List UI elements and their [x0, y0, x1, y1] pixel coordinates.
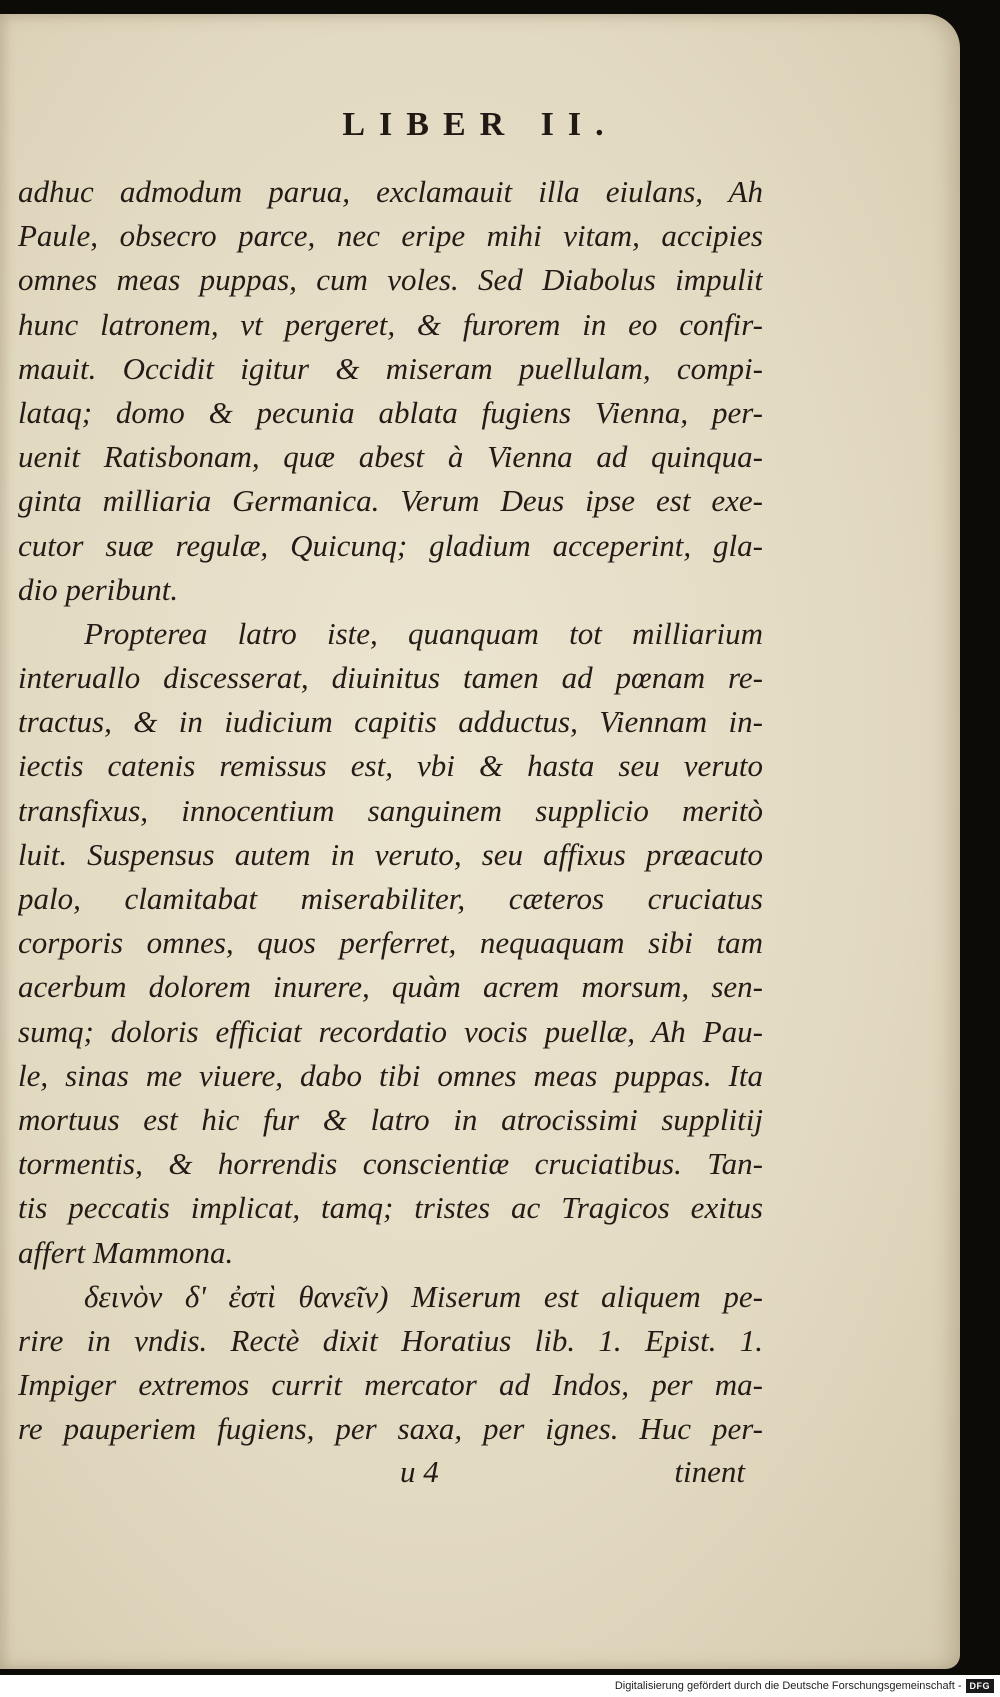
- text-line: ginta milliaria Germanica. Verum Deus ipse est exe-: [18, 483, 763, 519]
- text-line: Impiger extremos currit mercator ad Indos, per ma-: [18, 1367, 763, 1403]
- text-line: corporis omnes, quos perferret, nequaquam sibi tam: [18, 925, 763, 961]
- page-footer: [18, 1454, 763, 1498]
- text-line: tis peccatis implicat, tamq; tristes ac Tragicos exitus: [18, 1190, 763, 1226]
- text-line: mauit. Occidit igitur & miseram puellulam, compi-: [18, 350, 763, 386]
- text-line: tormentis, & horrendis conscientiæ cruciatibus. Tan-: [18, 1146, 763, 1182]
- text-line: omnes meas puppas, cum voles. Sed Diabolus impulit: [18, 262, 763, 298]
- text-line: tractus, & in iudicium capitis adductus, Viennam in-: [18, 704, 763, 740]
- text-line: acerbum dolorem inurere, quàm acrem morsum, sen-: [18, 969, 763, 1005]
- text-line: le, sinas me viuere, dabo tibi omnes meas puppas. Ita: [18, 1057, 763, 1093]
- text-line: luit. Suspensus autem in veruto, seu affixus præacuto: [18, 836, 763, 872]
- dfg-logo-icon: DFG: [966, 1679, 995, 1693]
- funding-banner: [0, 1675, 1000, 1697]
- text-line: transfixus, innocentium sanguinem supplicio meritò: [18, 792, 763, 828]
- text-line: iectis catenis remissus est, vbi & hasta seu veruto: [18, 748, 763, 784]
- text-line: affert Mammona.: [18, 1234, 234, 1270]
- running-head: LIBER II.: [342, 106, 618, 143]
- text-line: hunc latronem, vt pergeret, & furorem in eo confir-: [18, 306, 763, 342]
- catchword: tinent: [674, 1454, 745, 1489]
- body-text: [18, 170, 763, 1451]
- text-line: Paule, obsecro parce, nec eripe mihi vitam, accipies: [18, 218, 763, 254]
- text-line: lataq; domo & pecunia ablata fugiens Vienna, per-: [18, 394, 763, 430]
- text-line: re pauperiem fugiens, per saxa, per ignes. Huc per-: [18, 1411, 763, 1447]
- funding-text: Digitalisierung gefördert durch die Deutsche Forschungsgemeinschaft -: [614, 1680, 962, 1692]
- text-line: uenit Ratisbonam, quæ abest à Vienna ad quinqua-: [18, 439, 763, 475]
- text-line: adhuc admodum parua, exclamauit illa eiulans, Ah: [18, 174, 763, 209]
- text-line: mortuus est hic fur & latro in atrocissimi supplitij: [18, 1101, 763, 1137]
- text-line: palo, clamitabat miserabiliter, cæteros cruciatus: [18, 881, 763, 916]
- book-page: [0, 14, 960, 1669]
- text-line: dio peribunt.: [18, 571, 179, 607]
- text-line: sumq; doloris efficiat recordatio vocis puellæ, Ah Pau-: [18, 1013, 763, 1049]
- signature-mark: u 4: [400, 1454, 439, 1489]
- text-line: interuallo discesserat, diuinitus tamen ad pœnam re-: [18, 660, 763, 696]
- text-line: cutor suæ regulæ, Quicunq; gladium acceperint, gla-: [18, 527, 763, 563]
- text-line: Propterea latro iste, quanquam tot milliarium: [84, 615, 763, 651]
- text-line: rire in vndis. Rectè dixit Horatius lib. 1. Epist. 1.: [18, 1322, 763, 1358]
- text-line: δεινὸν δ' ἐστὶ θανεῖν) Miserum est aliquem pe-: [84, 1278, 763, 1314]
